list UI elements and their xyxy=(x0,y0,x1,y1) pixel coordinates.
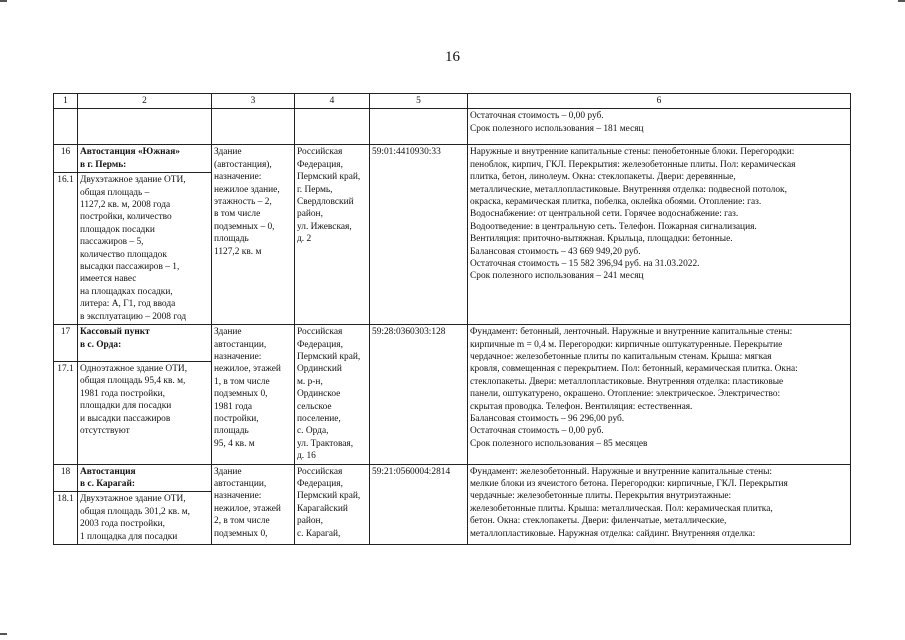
property-table xyxy=(53,93,851,545)
object-description: Двухэтажное здание ОТИ, общая площадь 301,2 кв. м, 2003 года постройки, 1 площадка для посадки xyxy=(78,492,212,545)
cadastral-number-cell: 59:28:0360303:128 xyxy=(370,325,468,464)
cadastral-number-cell: 59:21:0560004:2814 xyxy=(370,464,468,544)
object-title: Автостанция «Южная» в г. Пермь: xyxy=(78,145,212,173)
sub-row-number: 18.1 xyxy=(54,492,78,545)
description-cell: Наружные и внутренние капитальные стены: пенобетонные блоки. Перегородки: пеноблок, кирпич, ГКЛ. Перекрытия: железобетонные плиты. Пол: керамическая плитка, бетон, линолеум. Окна: стеклопакеты. Двери: деревянные, металлические, металлопластиковые. Внутренняя отделка: подвесной потолок, окраска, керамическая плитка, побелка, оклейка обоями. Отопление: газ. Водоснабжение: от центральной сети. Горячее водоснабжение: газ. Водоотведение: в центральную сеть. Телефон. Пожарная сигнализация. Вентиляция: приточно-вытяжная. Крыльца, площадки: бетонные. Балансовая стоимость – 43 669 949,20 руб. Остаточная стоимость – 15 582 396,94 руб. на 31.03.2022. Срок полезного использования – 241 месяц xyxy=(468,145,851,325)
building-info-cell: Здание автостанции, назначение: нежилое, этажей 2, в том числе подземных 0, xyxy=(212,464,295,544)
row-number: 18 xyxy=(54,464,78,492)
scan-edge-mark xyxy=(0,633,7,635)
description-cell: Остаточная стоимость – 0,00 руб. Срок полезного использования – 181 месяц xyxy=(468,109,851,145)
description-cell: Фундамент: железобетонный. Наружные и внутренние капитальные стены: мелкие блоки из ячеистого бетона. Перегородки: кирпичные, ГКЛ. Перекрытия чердачные: железобетонные плиты. Перекрытия внутриэтажные: железобетонные плиты. Крыша: металлическая. Пол: керамическая плитка, бетон. Окна: стеклопакеты. Двери: филенчатые, металлические, металлопластиковые. Наружная отделка: сайдинг. Внутренняя отделка: xyxy=(468,464,851,544)
sub-row-number: 16.1 xyxy=(54,173,78,325)
column-header: 5 xyxy=(370,94,468,109)
row-number: 17 xyxy=(54,325,78,362)
object-title: Автостанция в с. Карагай: xyxy=(78,464,212,492)
description-cell: Фундамент: бетонный, ленточный. Наружные и внутренние капитальные стены: кирпичные m = 0,4 м. Перегородки: кирпичные оштукатуренные. Перекрытие чердачное: железобетонные плиты по капитальным стенам. Крыша: мягкая кровля, совмещенная с перекрытием. Пол: бетонный, керамическая плитка. Окна: стеклопакеты. Двери: металлопластиковые. Внутренняя отделка: пластиковые панели, оштукатурено, окрашено. Отопление: электрическое. Электричество: скрытая проводка. Телефон. Вентиляция: естественная. Балансовая стоимость – 96 296,00 руб. Остаточная стоимость – 0,00 руб. Срок полезного использования – 85 месяцев xyxy=(468,325,851,464)
object-title: Кассовый пункт в с. Орда: xyxy=(78,325,212,362)
page-number: 16 xyxy=(445,49,460,65)
object-description: Одноэтажное здание ОТИ, общая площадь 95,4 кв. м, 1981 года постройки, площадки для посадки и высадки пассажиров отсутствуют xyxy=(78,361,212,464)
column-header: 3 xyxy=(212,94,295,109)
column-header: 4 xyxy=(295,94,370,109)
building-info-cell: Здание (автостанция), назначение: нежилое здание, этажность – 2, в том числе подземных – 0, площадь 1127,2 кв. м xyxy=(212,145,295,325)
building-info-cell: Здание автостанции, назначение: нежилое, этажей 1, в том числе подземных 0, 1981 года постройки, площадь 95, 4 кв. м xyxy=(212,325,295,464)
table-cell xyxy=(54,109,78,145)
carry-over-row xyxy=(54,109,851,145)
address-cell: Российская Федерация, Пермский край, Ординский м. р-н, Ординское сельское поселение, с. Орда, ул. Трактовая, д. 16 xyxy=(295,325,370,464)
table-cell xyxy=(295,109,370,145)
scan-edge-mark xyxy=(898,0,905,2)
table-cell xyxy=(212,109,295,145)
table-row xyxy=(54,325,851,362)
cadastral-number-cell: 59:01:4410930:33 xyxy=(370,145,468,325)
column-header: 6 xyxy=(468,94,851,109)
table-cell xyxy=(78,109,212,145)
table-row xyxy=(54,145,851,173)
column-header: 1 xyxy=(54,94,78,109)
object-description: Двухэтажное здание ОТИ, общая площадь – 1127,2 кв. м, 2008 года постройки, количество площадок посадки пассажиров – 5, количество площадок высадки пассажиров – 1, имеется навес на площадках посадки, литера: А, Г1, год ввода в эксплуатацию – 2008 год xyxy=(78,173,212,325)
table-header-row xyxy=(54,94,851,109)
table-row xyxy=(54,464,851,492)
address-cell: Российская Федерация, Пермский край, г. Пермь, Свердловский район, ул. Ижевская, д. 2 xyxy=(295,145,370,325)
column-header: 2 xyxy=(78,94,212,109)
sub-row-number: 17.1 xyxy=(54,361,78,464)
scan-edge-mark xyxy=(0,0,7,2)
table-cell xyxy=(370,109,468,145)
row-number: 16 xyxy=(54,145,78,173)
address-cell: Российская Федерация, Пермский край, Карагайский район, с. Карагай, xyxy=(295,464,370,544)
